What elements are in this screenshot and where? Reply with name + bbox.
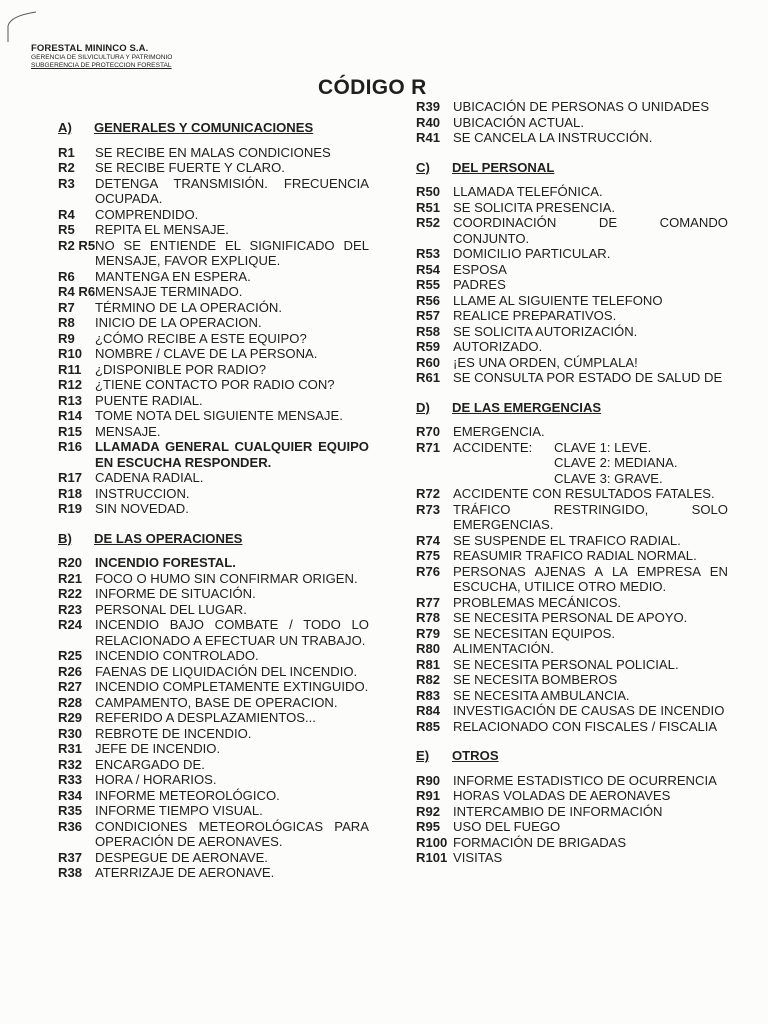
code-description: INFORME METEOROLÓGICO. [95,787,280,803]
code-label: R71 [416,439,441,455]
code-entry [58,238,369,269]
code-description: ESPOSA [453,261,507,277]
code-label: R10 [58,346,83,361]
code-label: R41 [416,130,441,145]
code-entry [58,803,369,819]
code-description: PROBLEMAS MECÁNICOS. [453,594,622,610]
code-description: UBICACIÓN DE PERSONAS O UNIDADES [453,99,710,114]
code-entry [416,115,728,131]
code-label: R61 [416,370,441,385]
code-label: R78 [416,610,441,625]
code-entry [416,99,728,115]
code-entry [416,703,728,719]
code-label: R70 [416,424,441,439]
code-entry [58,346,369,362]
code-label: R21 [58,570,83,586]
code-description: TRÁFICO RESTRINGIDO, SOLO EMERGENCIAS. [453,501,728,532]
code-description: SE CONSULTA POR ESTADO DE SALUD DE [453,370,723,385]
code-description: INCENDIO BAJO COMBATE / TODO LO RELACIONADO A EFECTUAR UN TRABAJO. [95,617,369,648]
code-entry [416,293,728,309]
code-description: ¿TIENE CONTACTO POR RADIO CON? [95,377,335,392]
code-entry [416,277,728,293]
code-entry [58,757,369,773]
code-entry [416,339,728,355]
code-entry [58,710,369,726]
code-entry [58,486,369,502]
code-description: ACCIDENTE CON RESULTADOS FATALES. [453,486,715,501]
code-label: R15 [58,423,83,439]
code-entry [58,617,369,648]
code-label: R82 [416,672,441,687]
code-entry [58,602,369,618]
code-label: R81 [416,656,441,672]
code-description: ¡ES UNA ORDEN, CÚMPLALA! [453,354,638,370]
code-description: HORAS VOLADAS DE AERONAVES [453,788,671,803]
code-label: R9 [58,330,75,346]
code-description: NOMBRE / CLAVE DE LA PERSONA. [95,346,318,361]
code-entry [58,695,369,711]
code-description: INFORME DE SITUACIÓN. [95,586,256,601]
code-description: PUENTE RADIAL. [95,392,203,408]
document-title: CÓDIGO R [318,76,427,99]
code-entry [416,595,728,611]
code-entry [58,648,369,664]
code-description: SE NECESITA AMBULANCIA. [453,687,630,703]
code-label: R6 [58,268,75,284]
code-label: R60 [416,354,441,370]
code-entry [416,788,728,804]
code-entry [58,772,369,788]
code-entry [416,804,728,820]
subdepartment-name: SUBGERENCIA DE PROTECCION FORESTAL [31,62,172,69]
code-description: SE NECESITA BOMBEROS [453,672,618,687]
right-column [416,99,728,866]
code-entry [416,215,728,246]
code-label: R18 [58,485,83,501]
code-description: SE CANCELA LA INSTRUCCIÓN. [453,130,653,145]
code-description: SE RECIBE EN MALAS CONDICIONES [95,144,331,160]
code-entry [58,850,369,866]
code-description: SE NECESITA PERSONAL DE APOYO. [453,610,688,625]
code-label: R4 R6 [58,284,96,299]
code-description: MENSAJE. [95,423,161,439]
code-label: R1 [58,144,75,160]
code-description: INICIO DE LA OPERACION. [95,315,262,330]
code-description: PERSONAL DEL LUGAR. [95,601,247,617]
code-entry [58,176,369,207]
code-description: DOMICILIO PARTICULAR. [453,246,611,261]
section-heading-a: A) GENERALES Y COMUNICACIONES [58,120,314,135]
code-description: ¿DISPONIBLE POR RADIO? [95,361,266,377]
code-entry [58,501,369,517]
code-label: R12 [58,377,83,392]
code-label: R53 [416,246,441,261]
code-entry [58,439,369,470]
code-label: R2 [58,160,75,175]
code-entry [416,719,728,735]
code-description: DESPEGUE DE AERONAVE. [95,849,268,865]
code-entry [416,308,728,324]
code-entry [416,533,728,549]
code-description: SE NECESITAN EQUIPOS. [453,625,616,641]
code-label: R11 [58,361,82,377]
code-entry [416,657,728,673]
code-entry [416,130,728,146]
code-label: R26 [58,663,83,679]
code-description: FOCO O HUMO SIN CONFIRMAR ORIGEN. [95,570,358,586]
code-label: R7 [58,299,75,315]
code-entry [58,300,369,316]
code-label: R40 [416,114,441,130]
code-label: R39 [416,99,441,114]
code-label: R59 [416,339,441,354]
code-description: INCENDIO CONTROLADO. [95,648,259,663]
code-entry [416,355,728,371]
code-label: R84 [416,703,441,718]
section-c-list [416,184,728,386]
code-description: COMPRENDIDO. [95,206,199,222]
code-label: R14 [58,408,83,423]
code-label: R37 [58,849,83,865]
code-label: R13 [58,392,83,408]
code-label: R57 [416,308,441,323]
code-description: SE NECESITA PERSONAL POLICIAL. [453,656,679,672]
code-label: R101 [416,850,448,865]
code-label: R85 [416,718,441,734]
section-d-list-start [416,424,728,440]
left-column [58,120,369,881]
accident-clave-2: CLAVE 2: MEDIANA. [554,455,678,470]
code-entry [416,688,728,704]
code-label: R16 [58,439,83,454]
section-heading-b: B) DE LAS OPERACIONES [58,530,243,546]
code-label: R33 [58,772,83,787]
code-description: DETENGA TRANSMISIÓN. FRECUENCIA OCUPADA. [95,175,369,206]
code-entry [58,865,369,881]
code-description: NO SE ENTIENDE EL SIGNIFICADO DEL MENSAJE, FAVOR EXPLIQUE. [95,237,369,268]
code-description: INSTRUCCION. [95,485,190,501]
code-label: R74 [416,532,441,548]
code-label: R55 [416,277,441,292]
code-label: R90 [416,772,441,788]
code-description: INCENDIO COMPLETAMENTE EXTINGUIDO. [95,679,369,694]
code-entry [58,269,369,285]
letterhead [31,43,172,70]
code-label: R27 [58,679,83,694]
code-label: R5 [58,222,75,237]
code-description: CADENA RADIAL. [95,470,204,485]
code-entry [58,788,369,804]
code-entry [416,370,728,386]
code-description: SE SOLICITA PRESENCIA. [453,199,616,215]
code-entry [416,773,728,789]
code-entry [58,207,369,223]
code-description: INFORME TIEMPO VISUAL. [95,803,263,818]
code-description: REFERIDO A DESPLAZAMIENTOS... [95,710,316,725]
code-description: ¿CÓMO RECIBE A ESTE EQUIPO? [95,330,307,346]
code-entry [416,641,728,657]
code-description: RELACIONADO CON FISCALES / FISCALIA [453,718,718,734]
code-entry [416,246,728,262]
code-label: R22 [58,586,83,601]
code-entry [58,726,369,742]
section-d-list-rest [416,486,728,734]
code-description: SE RECIBE FUERTE Y CLARO. [95,160,285,175]
code-label: R20 [58,555,83,570]
code-description: LLAMADA GENERAL CUALQUIER EQUIPO EN ESCUCHA RESPONDER. [95,439,369,470]
code-description: INVESTIGACIÓN DE CAUSAS DE INCENDIO [453,703,725,718]
code-label: R2 R5 [58,237,96,253]
code-label: R80 [416,641,441,656]
code-description: CAMPAMENTO, BASE DE OPERACION. [95,694,338,710]
code-description: LLAMADA TELEFÓNICA. [453,184,603,199]
code-label: R28 [58,694,83,710]
code-label: R32 [58,756,83,772]
code-entry [58,679,369,695]
code-label: R56 [416,292,441,308]
code-label: R51 [416,199,441,215]
department-name: GERENCIA DE SILVICULTURA Y PATRIMONIO [31,54,173,61]
code-label: R79 [416,625,441,641]
code-entry [58,362,369,378]
code-description: FAENAS DE LIQUIDACIÓN DEL INCENDIO. [95,663,358,679]
code-entry [416,184,728,200]
code-description: AUTORIZADO. [453,339,543,354]
code-label: R24 [58,617,83,632]
code-description: EMERGENCIA. [453,424,545,439]
code-entry [58,222,369,238]
code-entry [416,548,728,564]
code-label: R25 [58,648,83,663]
code-entry [416,262,728,278]
code-entry [416,486,728,502]
code-entry [58,331,369,347]
code-description: SE SUSPENDE EL TRAFICO RADIAL. [453,532,681,548]
code-entry [58,393,369,409]
code-label: R4 [58,206,75,222]
code-entry [416,835,728,851]
code-entry [58,145,369,161]
code-entry [58,377,369,393]
code-entry [416,850,728,866]
code-description: REASUMIR TRAFICO RADIAL NORMAL. [453,548,697,563]
code-description: MENSAJE TERMINADO. [95,284,243,299]
code-entry [58,664,369,680]
code-entry [58,424,369,440]
code-label: R50 [416,184,441,199]
code-entry [58,555,369,571]
code-entry [416,610,728,626]
accident-clave-1: CLAVE 1: LEVE. [554,439,652,455]
section-heading-d: D) DE LAS EMERGENCIAS [416,399,602,415]
code-description: SE SOLICITA AUTORIZACIÓN. [453,323,638,339]
code-label: R36 [58,818,83,834]
code-entry [58,741,369,757]
code-label: R35 [58,803,83,818]
code-description: HORA / HORARIOS. [95,772,217,787]
code-description: ALIMENTACIÓN. [453,641,554,656]
code-entry [416,626,728,642]
code-description: REPITA EL MENSAJE. [95,222,229,237]
code-label: R19 [58,501,83,516]
code-label: R92 [416,803,441,819]
code-description: SIN NOVEDAD. [95,501,189,516]
accident-clave-3: CLAVE 3: GRAVE. [554,470,663,486]
section-heading-c: C) DEL PERSONAL [416,159,555,175]
code-entry [58,315,369,331]
code-description: INFORME ESTADISTICO DE OCURRENCIA [453,772,717,788]
accident-label: ACCIDENTE: [453,439,533,455]
code-label: R3 [58,175,75,191]
section-b-list [58,555,369,881]
code-description: MANTENGA EN ESPERA. [95,268,251,284]
code-label: R95 [416,819,441,834]
code-description: LLAME AL SIGUIENTE TELEFONO [453,292,663,308]
code-description: UBICACIÓN ACTUAL. [453,114,584,130]
code-description: TÉRMINO DE LA OPERACIÓN. [95,299,282,315]
code-description: TOME NOTA DEL SIGUIENTE MENSAJE. [95,408,343,423]
code-description: USO DEL FUEGO [453,819,561,834]
code-description: CONDICIONES METEOROLÓGICAS PARA OPERACIÓN DE AERONAVES. [95,818,369,849]
code-entry [416,502,728,533]
code-description: FORMACIÓN DE BRIGADAS [453,834,627,850]
code-label: R23 [58,601,83,617]
code-label: R54 [416,261,441,277]
code-description [453,440,728,487]
code-entry [416,672,728,688]
code-label: R73 [416,501,441,517]
section-a-list [58,145,369,517]
code-entry-r71 [416,440,728,487]
code-description: REBROTE DE INCENDIO. [95,725,252,741]
code-label: R100 [416,834,448,850]
corner-scan-mark [2,4,38,44]
code-entry [416,324,728,340]
code-description: INTERCAMBIO DE INFORMACIÓN [453,803,663,819]
code-entry [416,564,728,595]
code-description: JEFE DE INCENDIO. [95,741,221,756]
code-label: R34 [58,787,83,803]
section-b-continued-list [416,99,728,146]
section-e-list [416,773,728,866]
code-label: R52 [416,215,441,230]
code-label: R91 [416,788,441,803]
code-description: ATERRIZAJE DE AERONAVE. [95,865,275,880]
code-label: R8 [58,315,75,330]
code-description: REALICE PREPARATIVOS. [453,308,617,323]
code-label: R76 [416,563,441,579]
code-description: COORDINACIÓN DE COMANDO CONJUNTO. [453,215,728,246]
code-label: R30 [58,725,83,741]
code-label: R72 [416,486,441,501]
code-label: R31 [58,741,83,756]
code-description: PERSONAS AJENAS A LA EMPRESA EN ESCUCHA, UTILICE OTRO MEDIO. [453,563,728,594]
code-label: R83 [416,687,441,703]
code-entry [58,284,369,300]
company-name: FORESTAL MININCO S.A. [31,43,149,54]
code-label: R58 [416,323,441,339]
code-entry [58,819,369,850]
code-description: PADRES [453,277,506,292]
code-label: R75 [416,548,441,563]
section-heading-e: E) OTROS [416,748,499,763]
code-entry [416,200,728,216]
code-description: INCENDIO FORESTAL. [95,555,236,570]
code-entry [58,408,369,424]
code-label: R29 [58,710,83,725]
code-entry [416,819,728,835]
code-entry [58,160,369,176]
code-entry [58,571,369,587]
code-description: ENCARGADO DE. [95,756,205,772]
code-label: R17 [58,470,83,485]
code-description: VISITAS [453,850,503,865]
code-entry [58,586,369,602]
code-entry [416,424,728,440]
code-label: R77 [416,594,441,610]
code-entry [58,470,369,486]
code-label: R38 [58,865,83,880]
